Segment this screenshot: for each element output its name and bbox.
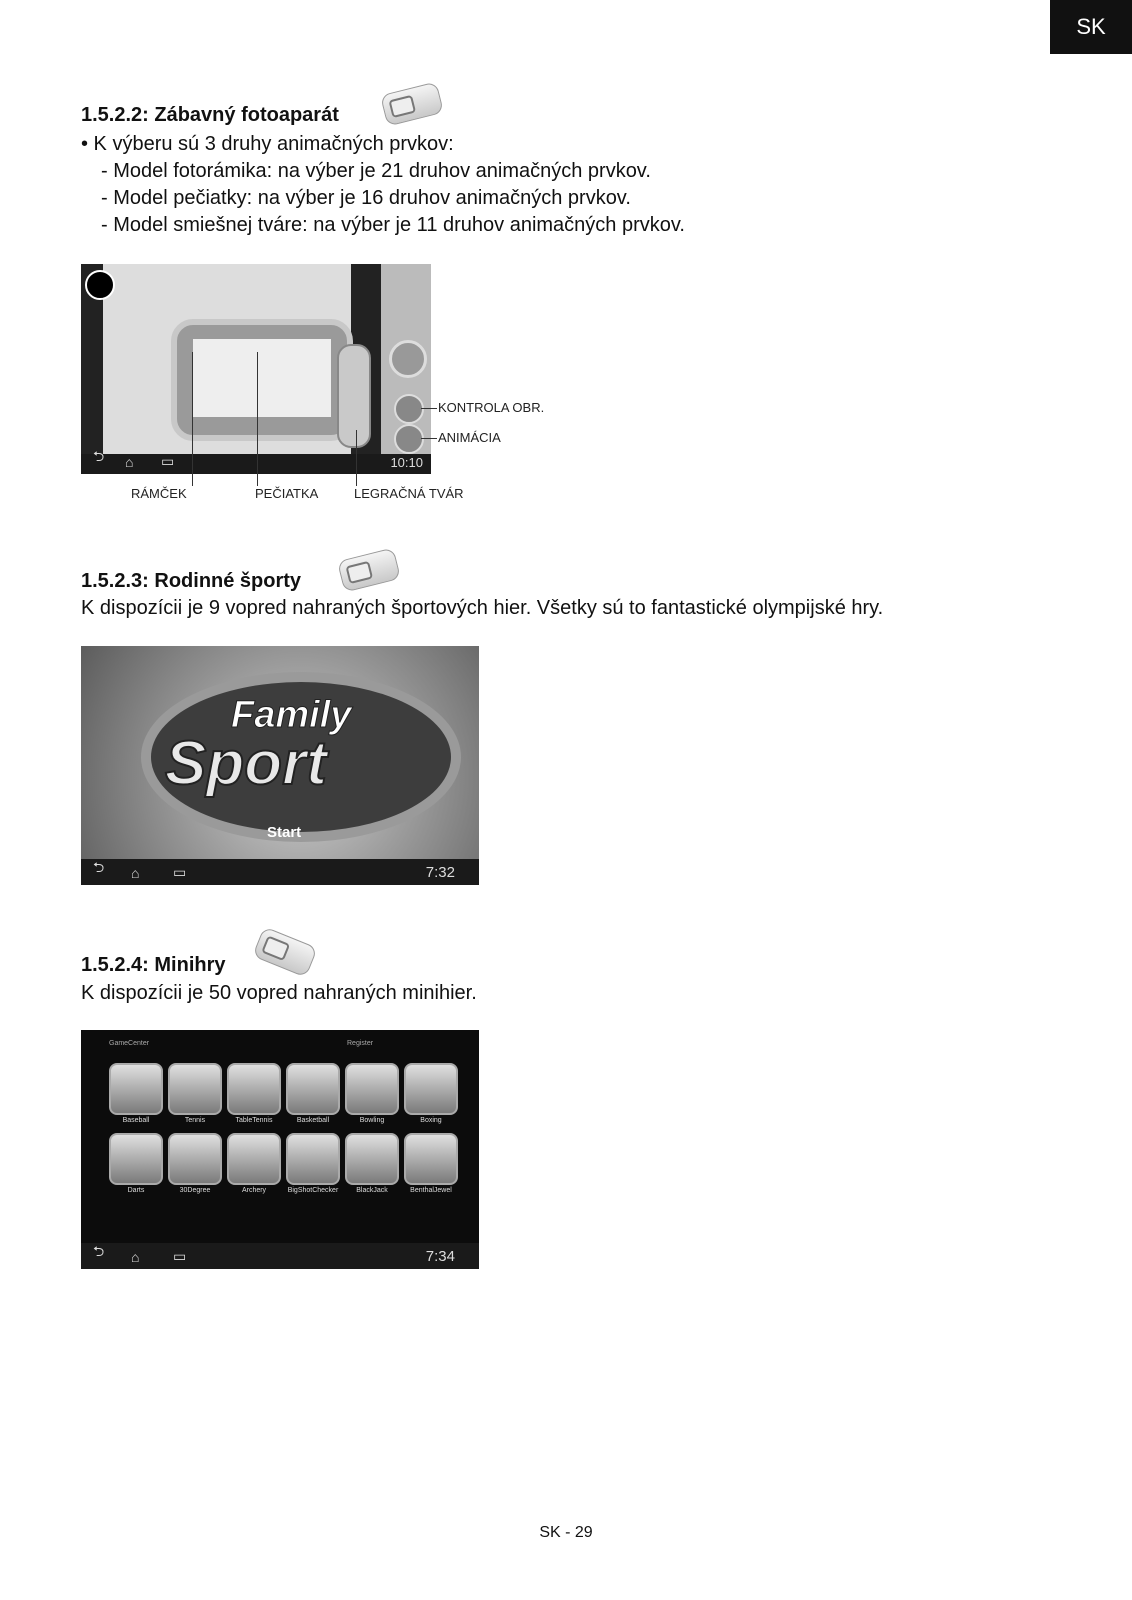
game-tile — [109, 1133, 163, 1185]
gamecenter-label: GameCenter — [109, 1040, 150, 1047]
game-name: Baseball — [122, 1117, 150, 1124]
game-tile — [109, 1063, 163, 1115]
game-tile — [286, 1063, 340, 1115]
section-heading-family-sports: 1.5.2.3: Rodinné športy — [81, 570, 302, 592]
family-sports-app-icon — [337, 547, 401, 592]
callout-animation: ANIMÁCIA — [438, 430, 501, 445]
callout-frame: RÁMČEK — [131, 486, 187, 501]
game-name: Tennis — [184, 1117, 206, 1124]
game-name: BenthalJewel — [410, 1187, 452, 1194]
game-tile — [345, 1063, 399, 1115]
game-name: Archery — [241, 1187, 267, 1194]
game-tile — [227, 1133, 281, 1185]
start-button: Start — [267, 824, 302, 841]
animation-icon — [394, 424, 424, 454]
game-name: TableTennis — [235, 1117, 273, 1124]
nav-bar: ⮌ ⌂ ▭ 7:32 — [81, 859, 479, 885]
clock: 10:10 — [390, 455, 423, 470]
game-tile — [404, 1063, 458, 1115]
timer-icon — [85, 270, 115, 300]
game-tile — [345, 1133, 399, 1185]
game-name: Basketball — [296, 1117, 330, 1124]
funny-camera-description — [81, 131, 685, 239]
logo-sport: Sport — [165, 729, 327, 798]
animation-picker — [337, 344, 371, 448]
game-tile — [168, 1133, 222, 1185]
page-number: SK - 29 — [539, 1524, 593, 1541]
callout-review: KONTROLA OBR. — [438, 400, 545, 415]
callout-stamp: PEČIATKA — [255, 486, 319, 501]
nav-bar: ⮌ ⌂ ▭ 10:10 — [81, 454, 431, 474]
review-icon — [394, 394, 424, 424]
funny-camera-screenshot — [81, 264, 431, 474]
clock: 7:32 — [425, 864, 455, 881]
game-tile — [286, 1133, 340, 1185]
tablet-preview — [171, 319, 353, 441]
game-tile — [404, 1133, 458, 1185]
shutter-button — [389, 340, 427, 378]
game-name: Boxing — [420, 1117, 442, 1124]
game-name: Bowling — [359, 1117, 385, 1124]
callout-funny-face: LEGRAČNÁ TVÁR — [354, 486, 464, 501]
game-tile — [168, 1063, 222, 1115]
text-line: • K výberu sú 3 druhy animačných prvkov: — [81, 133, 454, 155]
nav-bar: ⮌ ⌂ ▭ 7:34 — [81, 1243, 479, 1269]
game-name: Darts — [127, 1187, 145, 1194]
clock: 7:34 — [425, 1248, 455, 1265]
minigames-description: K dispozícii je 50 vopred nahraných minihier. — [81, 982, 477, 1004]
family-sports-screenshot — [81, 646, 479, 885]
game-name: BigShotChecker — [287, 1187, 339, 1194]
section-heading-funny-camera: 1.5.2.2: Zábavný fotoaparát — [81, 104, 339, 126]
mini-games-app-icon — [252, 926, 318, 977]
game-name: BlackJack — [356, 1187, 388, 1194]
family-sports-description: K dispozícii je 9 vopred nahraných športových hier. Všetky sú to fantastické olympijské hry. — [81, 597, 884, 619]
game-tile — [227, 1063, 281, 1115]
register-label: Register — [347, 1040, 374, 1047]
section-heading-minigames: 1.5.2.4: Minihry — [81, 954, 226, 976]
text-line: - Model pečiatky: na výber je 16 druhov animačných prvkov. — [101, 187, 631, 209]
logo-family: Family — [231, 694, 352, 736]
funny-camera-app-icon — [380, 81, 444, 126]
language-tab: SK — [1050, 0, 1132, 54]
text-line: - Model fotorámika: na výber je 21 druhov animačných prvkov. — [101, 160, 651, 182]
text-line: - Model smiešnej tváre: na výber je 11 druhov animačných prvkov. — [101, 214, 685, 236]
minigames-screenshot — [81, 1030, 479, 1269]
game-name: 30Degree — [179, 1187, 211, 1194]
